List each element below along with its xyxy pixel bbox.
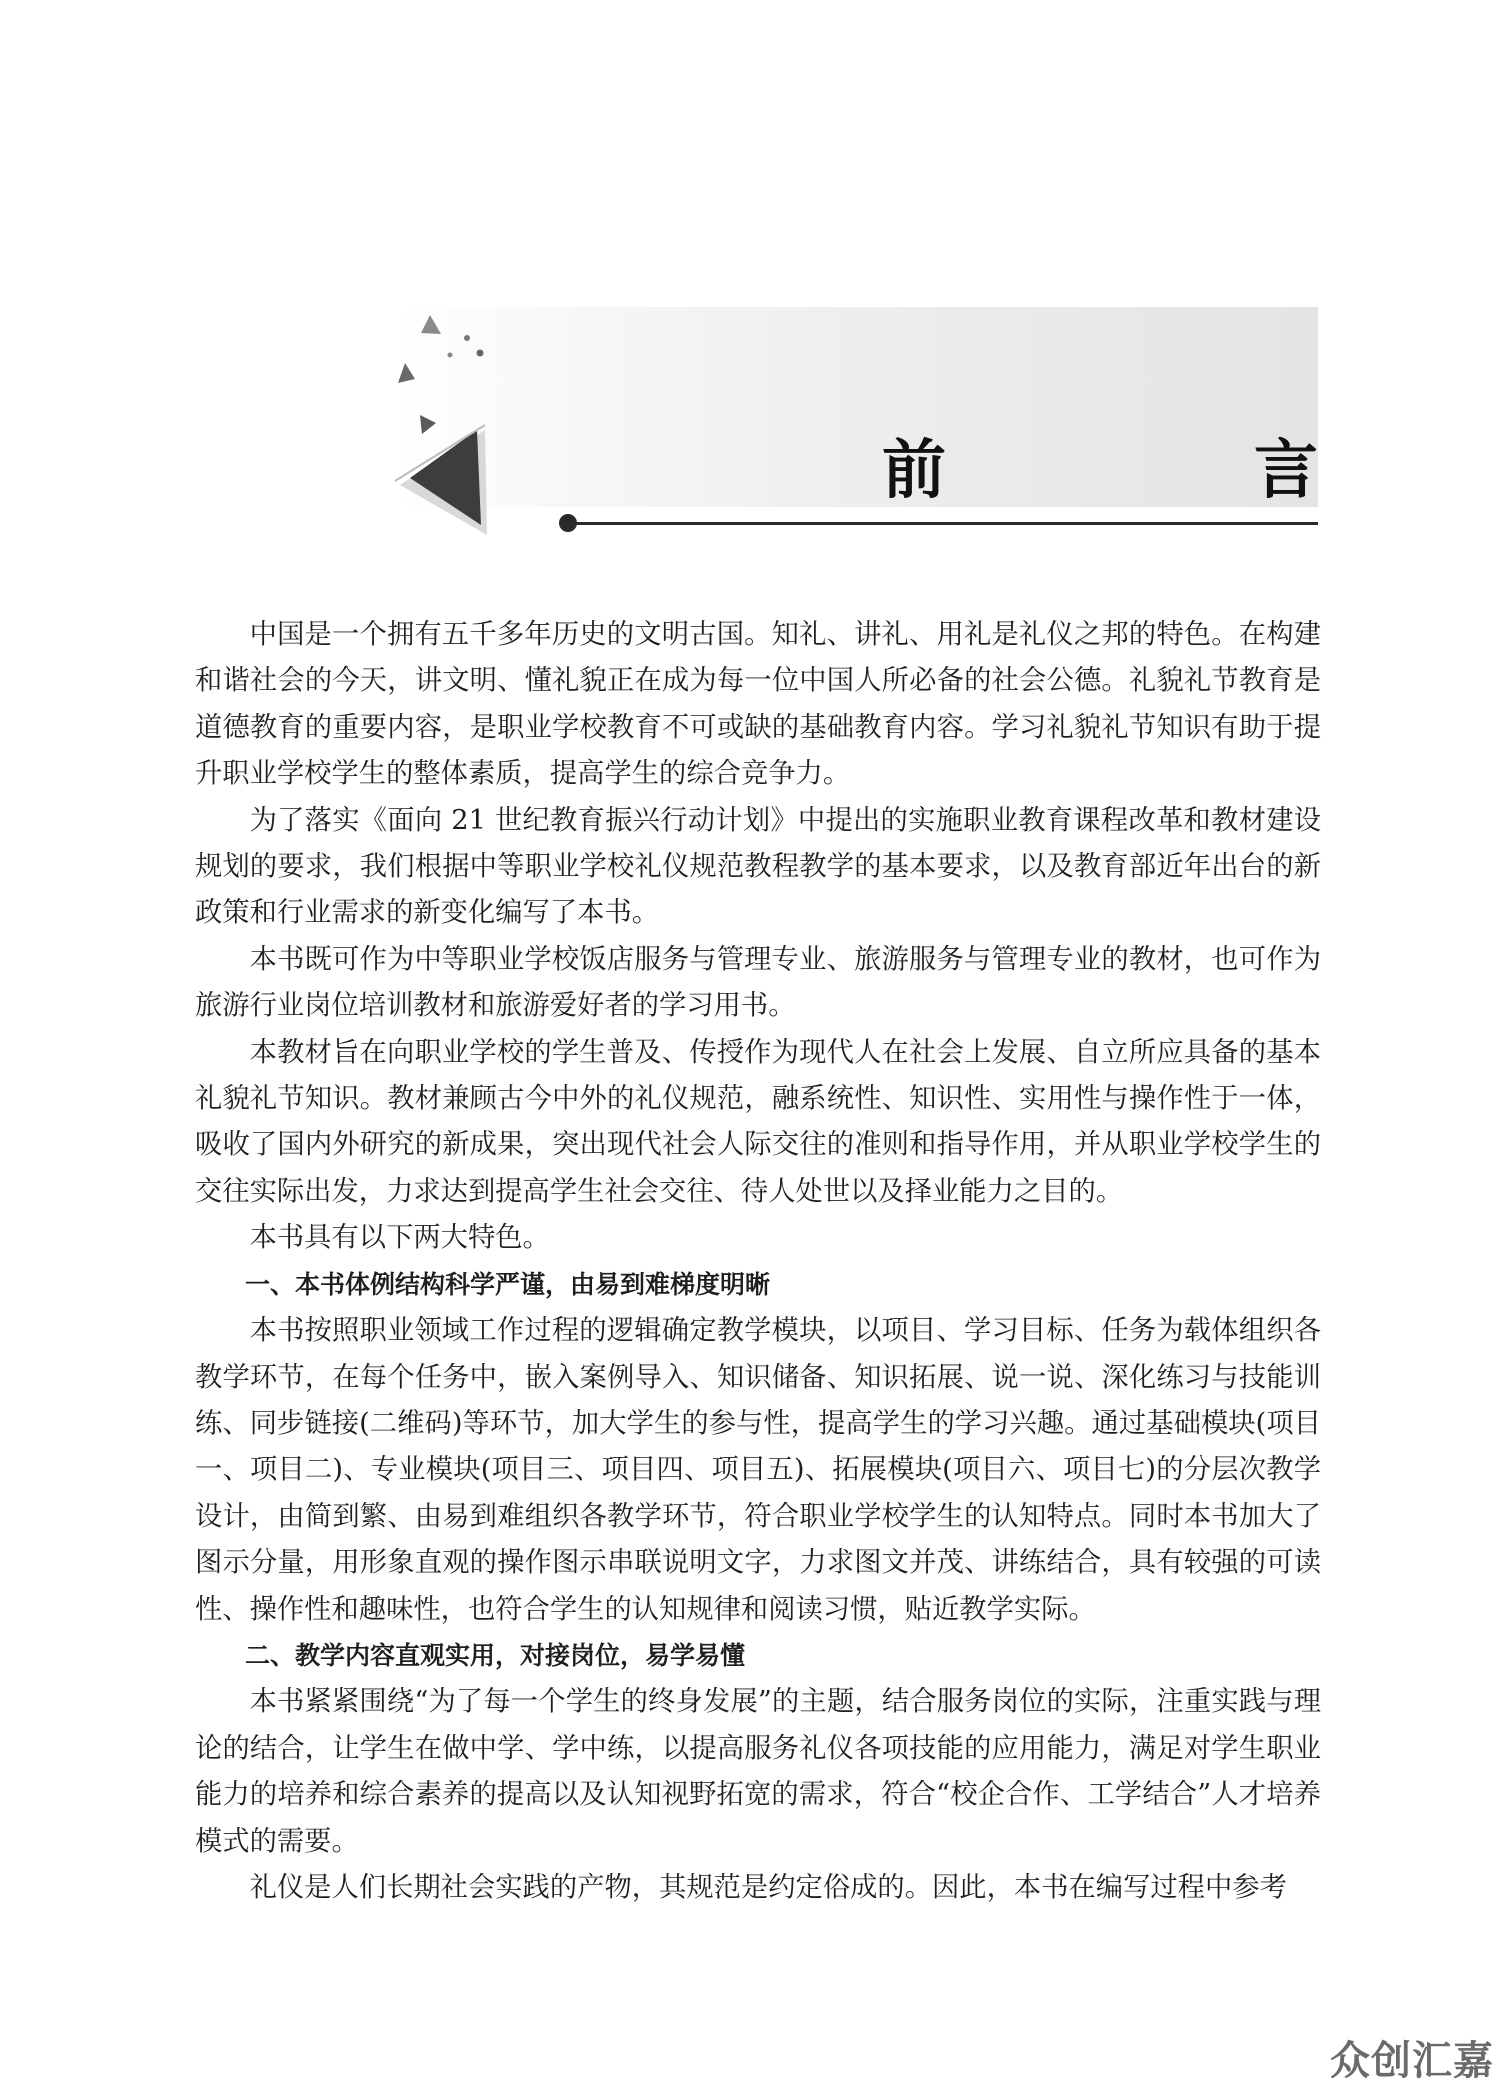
paragraph: 礼仪是人们长期社会实践的产物，其规范是约定俗成的。因此，本书在编写过程中参考 <box>249 1871 1287 1903</box>
paragraph: 为了落实《面向 21 世纪教育振兴行动计划》中提出的实施职业教育课程改革和教材建设规划的要求，我们根据中等职业学校礼仪规范教程教学的基本要求，以及教育部近年出台的新政策和行业需求的新变化编写了本书。 <box>195 804 1321 929</box>
section-heading: 一、本书体例结构科学严谨，由易到难梯度明晰 <box>245 1269 771 1299</box>
paragraph: 本教材旨在向职业学校的学生普及、传授作为现代人在社会上发展、自立所应具备的基本礼貌礼节知识。教材兼顾古今中外的礼仪规范，融系统性、知识性、实用性与操作性于一体，吸收了国内外研究的新成果，突出现代社会人际交往的准则和指导作用，并从职业学校学生的交往实际出发，力求达到提高学生社会交往、待人处世以及择业能力之目的。 <box>195 1036 1321 1207</box>
paragraph: 本书具有以下两大特色。 <box>249 1222 550 1254</box>
section-heading: 二、教学内容直观实用，对接岗位，易学易懂 <box>245 1640 746 1670</box>
page-title: 前 言 <box>882 434 1440 508</box>
heading-rule <box>560 522 1318 525</box>
watermark-logo: 众创汇嘉 <box>1330 2038 1494 2084</box>
heading-rule-dot <box>559 514 577 532</box>
triangle-decoration-icon <box>385 295 685 540</box>
paragraph: 本书紧紧围绕“为了每一个学生的终身发展”的主题，结合服务岗位的实际，注重实践与理论的结合，让学生在做中学、学中练，以提高服务礼仪各项技能的应用能力，满足对学生职业能力的培养和综合素养的提高以及认知视野拓宽的需求，符合“校企合作、工学结合”人才培养模式的需要。 <box>195 1686 1321 1857</box>
paragraph: 本书既可作为中等职业学校饭店服务与管理专业、旅游服务与管理专业的教材，也可作为旅游行业岗位培训教材和旅游爱好者的学习用书。 <box>195 943 1321 1022</box>
preface-body <box>195 612 1321 1911</box>
paragraph: 中国是一个拥有五千多年历史的文明古国。知礼、讲礼、用礼是礼仪之邦的特色。在构建和谐社会的今天，讲文明、懂礼貌正在成为每一位中国人所必备的社会公德。礼貌礼节教育是道德教育的重要内容，是职业学校教育不可或缺的基础教育内容。学习礼貌礼节知识有助于提升职业学校学生的整体素质，提高学生的综合竞争力。 <box>195 619 1321 790</box>
paragraph: 本书按照职业领域工作过程的逻辑确定教学模块，以项目、学习目标、任务为载体组织各教学环节，在每个任务中，嵌入案例导入、知识储备、知识拓展、说一说、深化练习与技能训练、同步链接(二维码)等环节，加大学生的参与性，提高学生的学习兴趣。通过基础模块(项目一、项目二)、专业模块(项目三、项目四、项目五)、拓展模块(项目六、项目七)的分层次教学设计，由简到繁、由易到难组织各教学环节，符合职业学校学生的认知特点。同时本书加大了图示分量，用形象直观的操作图示串联说明文字，力求图文并茂、讲练结合，具有较强的可读性、操作性和趣味性，也符合学生的认知规律和阅读习惯，贴近教学实际。 <box>195 1315 1321 1625</box>
